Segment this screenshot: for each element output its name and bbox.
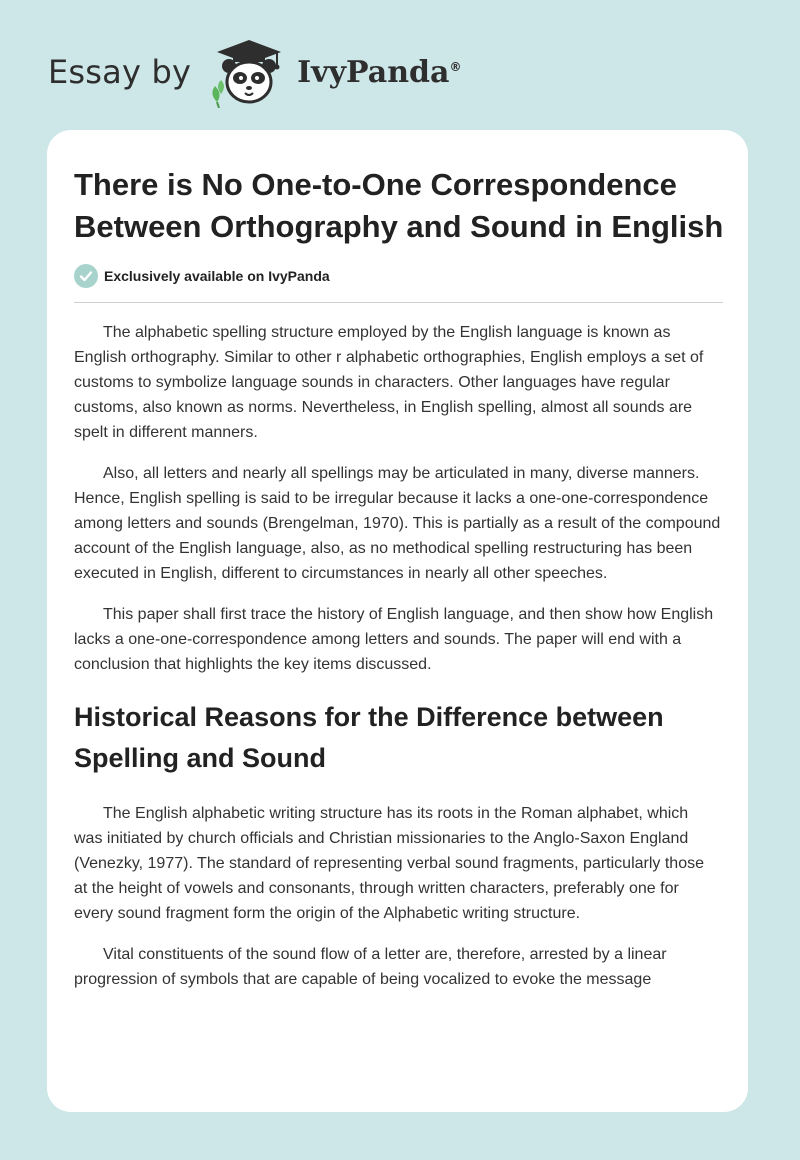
availability-badge — [74, 262, 721, 290]
panda-logo-icon — [205, 36, 291, 108]
paragraph: The alphabetic spelling structure employed by the English language is known as English orthography. Similar to other r alphabetic orthographies, English employs a set of customs to symbolize language sounds in characters. Other languages have regular customs, also known as norms. Nevertheless, in English spelling, almost all sounds are spelt in different manners. — [74, 324, 704, 441]
paragraph: Vital constituents of the sound flow of a letter are, therefore, arrested by a linear progression of symbols that are capable of being vocalized to evoke the message — [74, 946, 667, 988]
availability-text: Exclusively available on IvyPanda — [104, 268, 330, 284]
paragraph: The English alphabetic writing structure has its roots in the Roman alphabet, which was initiated by church officials and Christian missionaries to the Anglo-Saxon England (Venezky, 1977). The standard of representing verbal sound fragments, particularly those at the height of vowels and consonants, through written characters, preferably one for every sound fragment form the origin of the Alphabetic writing structure. — [74, 805, 704, 922]
brand-name: IvyPanda® — [297, 54, 462, 90]
check-circle-icon — [74, 264, 98, 288]
divider — [74, 302, 723, 303]
essay-card — [47, 130, 748, 1112]
paragraph: Also, all letters and nearly all spellings may be articulated in many, diverse manners. Hence, English spelling is said to be irregular because it lacks a one-one-correspondence among letters and sounds (Brengelman, 1970). This is partially as a result of the compound account of the English language, also, as no methodical spelling restructuring has been executed in English, different to circumstances in nearly all other speeches. — [74, 465, 721, 582]
registered-mark: ® — [449, 59, 462, 74]
page-title: There is No One-to-One Correspondence Between Orthography and Sound in English — [74, 167, 724, 244]
section-heading: Historical Reasons for the Difference between Spelling and Sound — [74, 702, 664, 773]
site-header-brand[interactable] — [48, 36, 461, 108]
paragraph: This paper shall first trace the history of English language, and then show how English lacks a one-one-correspondence among letters and sounds. The paper will end with a conclusion that highlights the key items discussed. — [74, 606, 714, 673]
brand-prefix: Essay by — [48, 53, 192, 91]
